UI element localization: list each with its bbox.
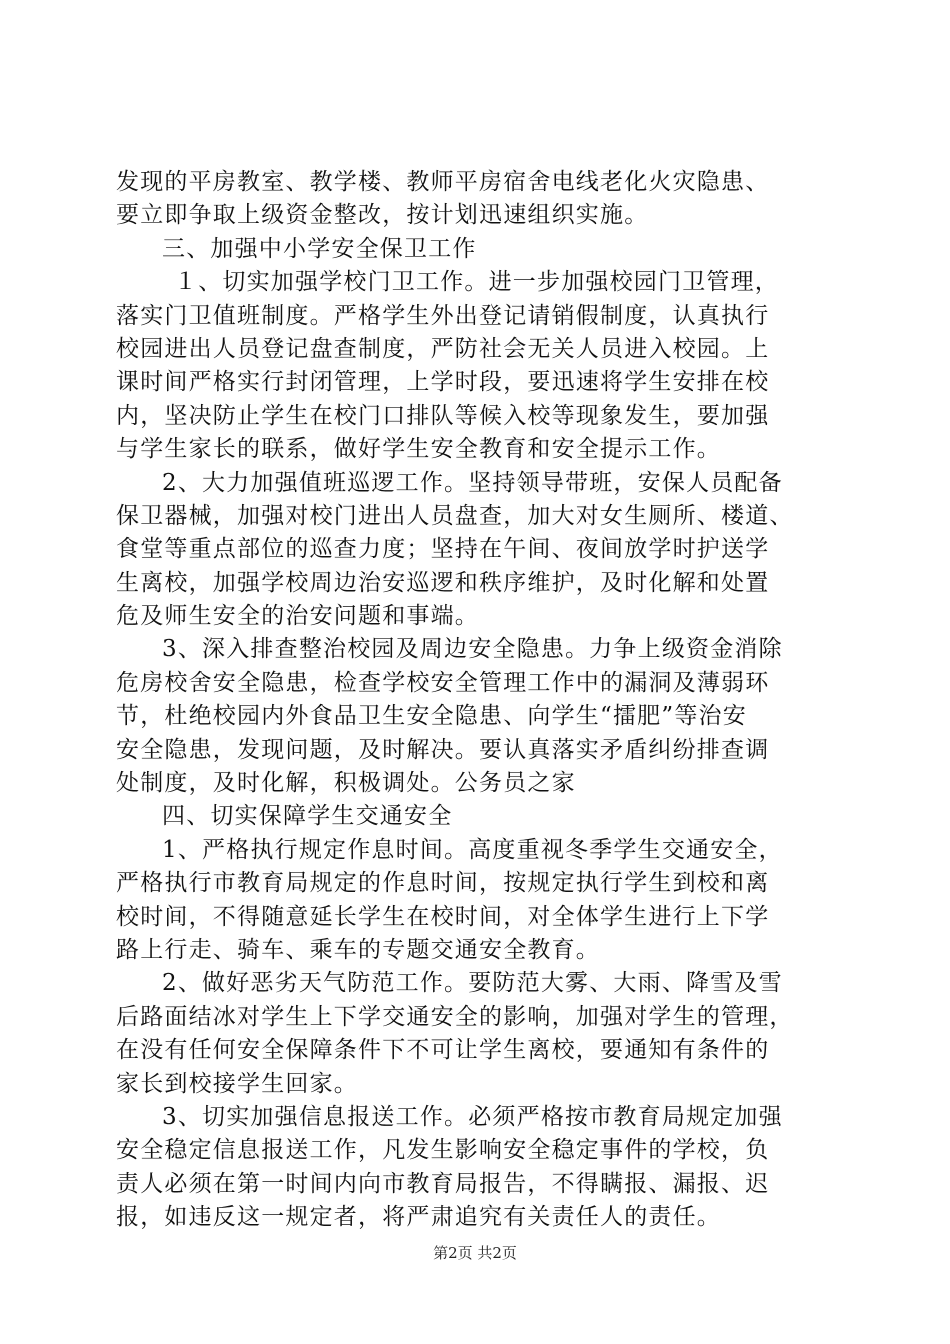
text-line: 发现的平房教室、教学楼、教师平房宿舍电线老化火灾隐患、 <box>116 169 770 195</box>
text-line: 要立即争取上级资金整改，按计划迅速组织实施。 <box>116 202 649 229</box>
text-line: 危及师生安全的治安问题和事端。 <box>116 603 479 630</box>
text-line: 后路面结冰对学生上下学交通安全的影响，加强对学生的管理， <box>116 1003 794 1030</box>
text-line: 校园进出人员登记盘查制度，严防社会无关人员进入校园。上 <box>116 335 770 362</box>
text-line: 落实门卫值班制度。严格学生外出登记请销假制度，认真执行 <box>116 302 770 329</box>
text-line: 安全稳定信息报送工作，凡发生影响安全稳定事件的学校，负 <box>116 1137 770 1164</box>
page-number-footer: 第2页 共2页 <box>433 1244 517 1262</box>
text-line: 1、严格执行规定作息时间。高度重视冬季学生交通安全， <box>162 836 783 863</box>
text-line: 路上行走、骑车、乘车的专题交通安全教育。 <box>116 936 600 963</box>
text-line: 处制度，及时化解，积极调处。公务员之家 <box>116 770 576 797</box>
document-body <box>116 166 836 1235</box>
text-line: 安全隐患，发现问题，及时解决。要认真落实矛盾纠纷排查调 <box>116 736 770 763</box>
text-line: 食堂等重点部位的巡查力度；坚持在午间、夜间放学时护送学 <box>116 536 770 563</box>
text-line: 危房校舍安全隐患，检查学校安全管理工作中的漏洞及薄弱环 <box>116 669 770 696</box>
text-line: 校时间，不得随意延长学生在校时间，对全体学生进行上下学 <box>116 903 770 930</box>
text-line: 2、大力加强值班巡逻工作。坚持领导带班，安保人员配备 <box>162 469 783 496</box>
text-line: 严格执行市教育局规定的作息时间，按规定执行学生到校和离 <box>116 870 770 897</box>
text-line: 3、深入排查整治校园及周边安全隐患。力争上级资金消除 <box>162 636 783 663</box>
text-line: 2、做好恶劣天气防范工作。要防范大雾、大雨、降雪及雪 <box>162 970 783 997</box>
text-line: 在没有任何安全保障条件下不可让学生离校，要通知有条件的 <box>116 1037 770 1064</box>
text-line: １、切实加强学校门卫工作。进一步加强校园门卫管理， <box>174 269 779 296</box>
section-heading: 三、加强中小学安全保卫工作 <box>162 235 477 262</box>
text-line: 责人必须在第一时间内向市教育局报告，不得瞒报、漏报、迟 <box>116 1170 770 1197</box>
section-heading: 四、切实保障学生交通安全 <box>162 803 453 830</box>
text-line: 节，杜绝校园内外食品卫生安全隐患、向学生“擂肥”等治安 <box>116 703 747 730</box>
text-line: 报，如违反这一规定者，将严肃追究有关责任人的责任。 <box>116 1204 721 1231</box>
text-line: 保卫器械，加强对校门进出人员盘查，加大对女生厕所、楼道、 <box>116 502 794 529</box>
text-line: 生离校，加强学校周边治安巡逻和秩序维护，及时化解和处置 <box>116 569 770 596</box>
text-line: 课时间严格实行封闭管理，上学时段，要迅速将学生安排在校 <box>116 369 770 396</box>
text-line: 家长到校接学生回家。 <box>116 1070 358 1097</box>
text-line: 与学生家长的联系，做好学生安全教育和安全提示工作。 <box>116 436 721 463</box>
text-line: 3、切实加强信息报送工作。必须严格按市教育局规定加强 <box>162 1103 783 1130</box>
text-line: 内，坚决防止学生在校门口排队等候入校等现象发生，要加强 <box>116 402 770 429</box>
